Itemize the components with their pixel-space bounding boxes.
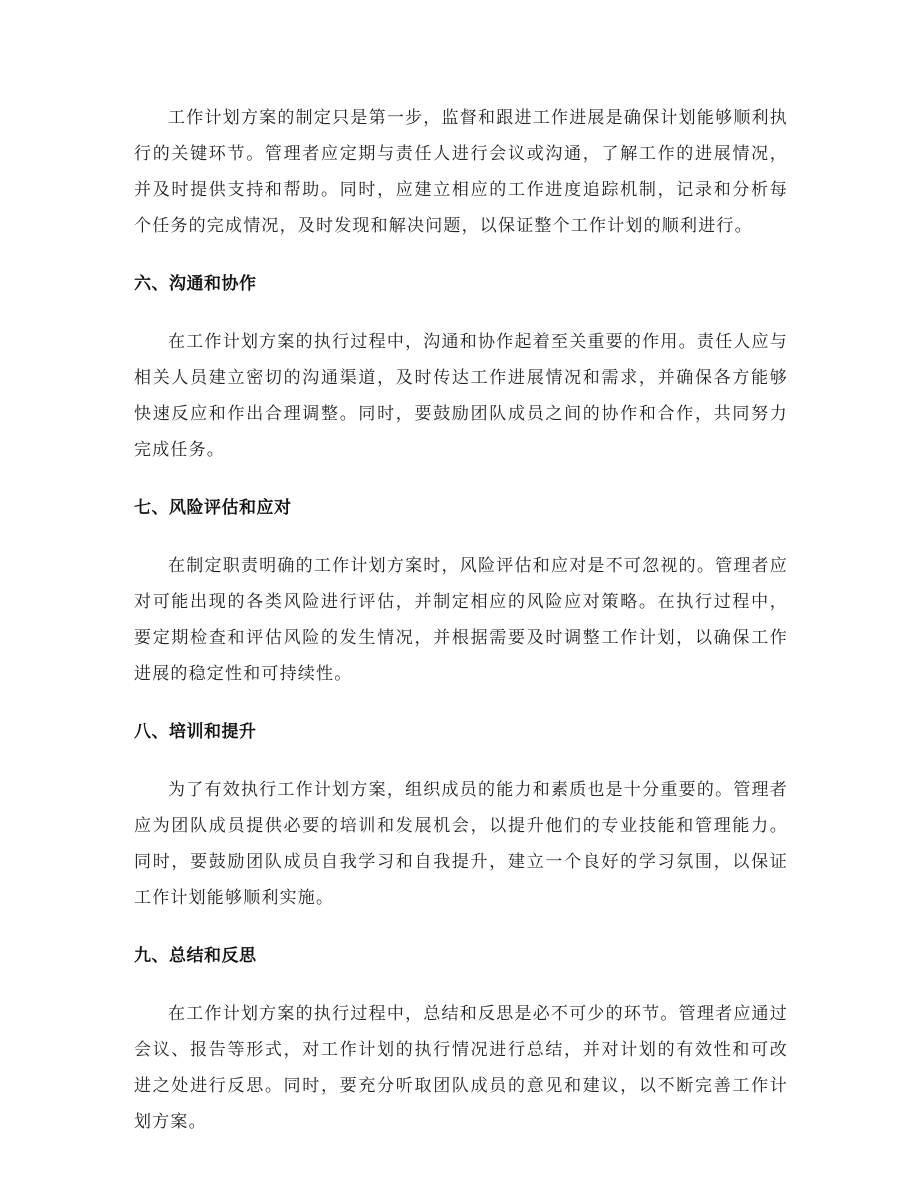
section-heading: 六、沟通和协作 [134, 274, 257, 294]
section-heading: 九、总结和反思 [134, 946, 257, 966]
section-paragraph: 为了有效执行工作计划方案，组织成员的能力和素质也是十分重要的。管理者应为团队成员提供必要的培训和发展机会，以提升他们的专业技能和管理能力。同时，要鼓励团队成员自我学习和自我提升，建立一个良好的学习氛围，以保证工作计划能够顺利实施。 [134, 780, 788, 908]
section-risk-assessment [134, 493, 788, 692]
section-heading: 八、培训和提升 [134, 722, 257, 742]
section-heading: 七、风险评估和应对 [134, 498, 292, 518]
intro-paragraph: 工作计划方案的制定只是第一步，监督和跟进工作进展是确保计划能够顺利执行的关键环节。管理者应定期与责任人进行会议或沟通，了解工作的进展情况，并及时提供支持和帮助。同时，应建立相应的工作进度追踪机制，记录和分析每个任务的完成情况，及时发现和解决问题，以保证整个工作计划的顺利进行。 [134, 108, 788, 236]
section-paragraph: 在制定职责明确的工作计划方案时，风险评估和应对是不可忽视的。管理者应对可能出现的各类风险进行评估，并制定相应的风险应对策略。在执行过程中，要定期检查和评估风险的发生情况，并根据需要及时调整工作计划，以确保工作进展的稳定性和可持续性。 [134, 556, 788, 684]
section-training [134, 717, 788, 916]
section-summary [134, 941, 788, 1140]
section-paragraph: 在工作计划方案的执行过程中，沟通和协作起着至关重要的作用。责任人应与相关人员建立密切的沟通渠道，及时传达工作进展情况和需求，并确保各方能够快速反应和作出合理调整。同时，要鼓励团队成员之间的协作和合作，共同努力完成任务。 [134, 332, 788, 460]
section-communication [134, 269, 788, 468]
section-paragraph: 在工作计划方案的执行过程中，总结和反思是必不可少的环节。管理者应通过会议、报告等形式，对工作计划的执行情况进行总结，并对计划的有效性和可改进之处进行反思。同时，要充分听取团队成员的意见和建议，以不断完善工作计划方案。 [134, 1004, 788, 1132]
